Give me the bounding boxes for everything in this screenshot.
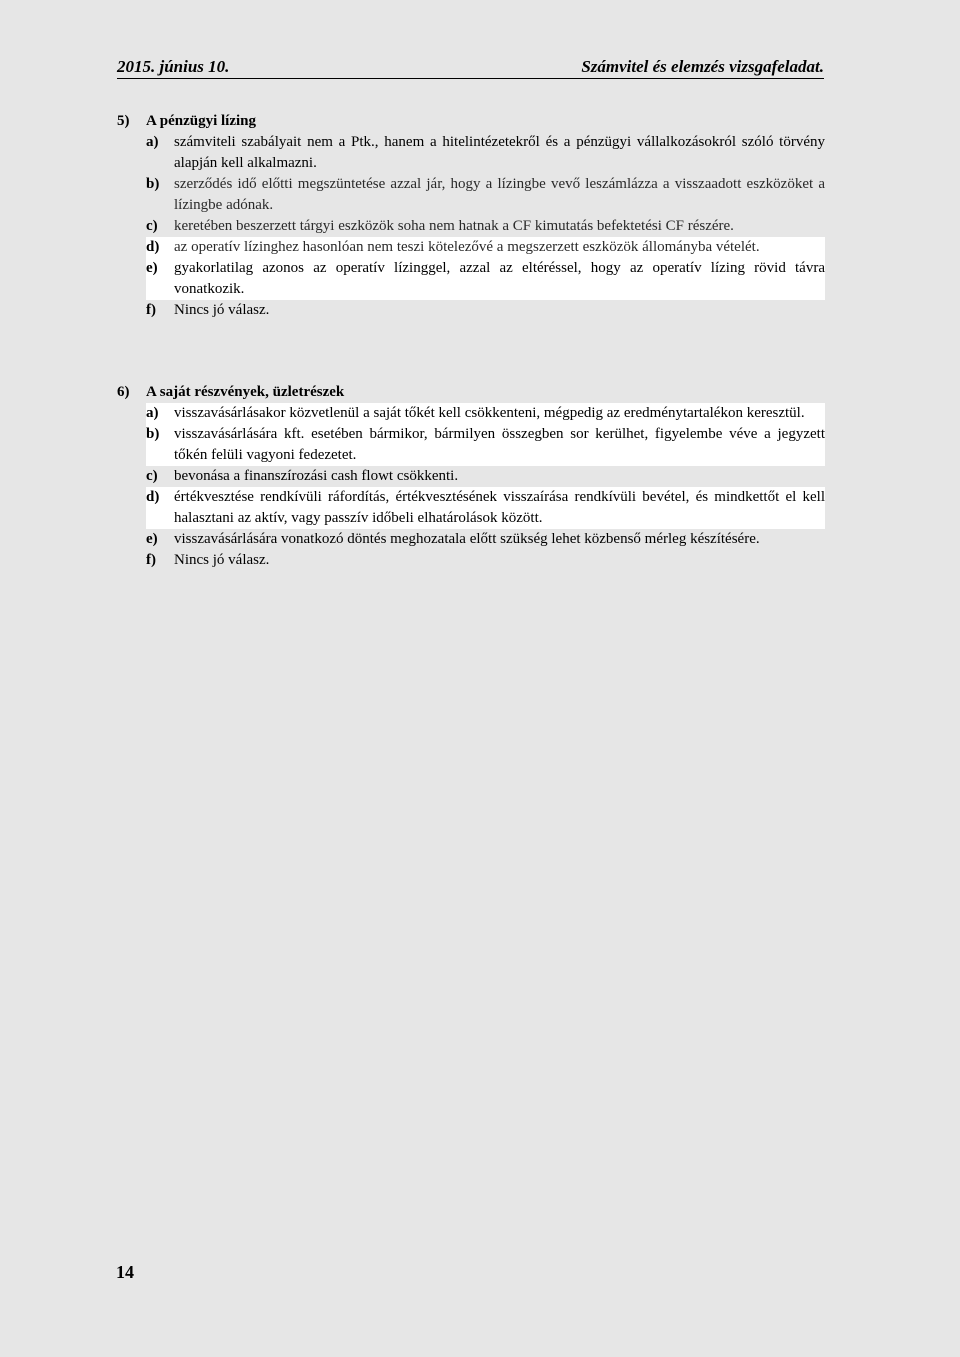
question-number: 5) [117, 113, 130, 129]
option-e [146, 258, 825, 300]
option-letter: d) [146, 239, 160, 255]
option-d [146, 237, 825, 258]
option-e [146, 529, 825, 550]
question-title [117, 111, 825, 132]
option-text: értékvesztése rendkívüli ráfordítás, értékvesztésének visszaírása rendkívüli bevétel, és mindkettőt el kell halasztani az aktív, vagy passzív időbeli elhatárolások között. [174, 489, 825, 526]
option-letter: d) [146, 489, 160, 505]
header-date: 2015. június 10. [117, 57, 230, 76]
option-text: gyakorlatilag azonos az operatív lízinggel, azzal az eltéréssel, hogy az operatív lízing rövid távra vonatkozik. [174, 260, 825, 297]
option-letter: c) [146, 218, 158, 234]
header-subject: Számvitel és elemzés vizsgafeladat. [581, 57, 824, 76]
question-text: A pénzügyi lízing [146, 113, 257, 129]
option-text: szerződés idő előtti megszüntetése azzal jár, hogy a lízingbe vevő leszámlázza a visszaadott eszközöket a lízingbe adónak. [174, 176, 825, 213]
question-text: A saját részvények, üzletrészek [146, 384, 345, 400]
option-letter: b) [146, 426, 160, 442]
option-letter: c) [146, 468, 158, 484]
option-a [146, 403, 825, 424]
option-text: keretében beszerzett tárgyi eszközök soha nem hatnak a CF kimutatás befektetési CF részére. [174, 218, 734, 234]
option-text: Nincs jó válasz. [174, 552, 270, 568]
option-text: visszavásárlására vonatkozó döntés meghozatala előtt szükség lehet közbenső mérleg készítésére. [174, 531, 760, 547]
option-letter: a) [146, 405, 159, 421]
option-letter: f) [146, 552, 156, 568]
option-letter: e) [146, 531, 158, 547]
option-letter: f) [146, 302, 156, 318]
question-number: 6) [117, 384, 130, 400]
option-b [146, 424, 825, 466]
option-c [146, 216, 825, 237]
option-f [146, 300, 825, 321]
option-text: az operatív lízinghez hasonlóan nem teszi kötelezővé a megszerzett eszközök állományba vételét. [174, 239, 760, 255]
option-text: Nincs jó válasz. [174, 302, 270, 318]
option-b [146, 174, 825, 216]
option-text: bevonása a finanszírozási cash flowt csökkenti. [174, 468, 459, 484]
option-text: visszavásárlásakor közvetlenül a saját tőkét kell csökkenteni, mégpedig az eredménytartalékon keresztül. [174, 405, 805, 421]
option-f [146, 550, 825, 571]
option-text: visszavásárlására kft. esetében bármikor, bármilyen összegben sor kerülhet, figyelembe véve a jegyzett tőkén felüli vagyoni fedezetet. [174, 426, 825, 463]
question-5 [117, 111, 825, 321]
option-d [146, 487, 825, 529]
option-letter: e) [146, 260, 158, 276]
option-text: számviteli szabályait nem a Ptk., hanem a hitelintézetekről és a pénzügyi vállalkozásokról szóló törvény alapján kell alkalmazni. [174, 134, 825, 171]
option-letter: b) [146, 176, 160, 192]
option-letter: a) [146, 134, 159, 150]
option-a [146, 132, 825, 174]
question-title [117, 382, 825, 403]
option-c [146, 466, 825, 487]
page-header [117, 54, 824, 79]
page-number: 14 [116, 1262, 134, 1282]
question-6 [117, 382, 825, 571]
